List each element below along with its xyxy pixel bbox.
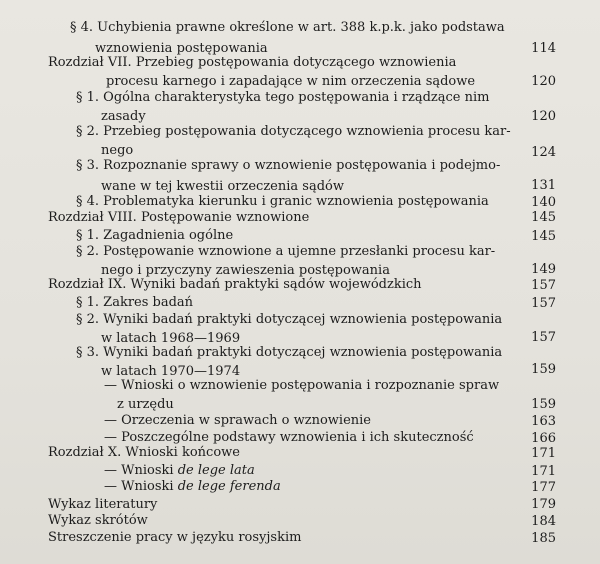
- toc-page-number: 159: [531, 362, 556, 377]
- toc-entry-line: § 1. Zagadnienia ogólne: [76, 228, 234, 243]
- toc-entry: [76, 295, 193, 311]
- toc-page-number: 124: [531, 145, 556, 160]
- toc-entry-italic: de lege lata: [177, 463, 255, 478]
- toc-page-number: 171: [531, 464, 556, 479]
- toc-page-number: 177: [531, 480, 556, 495]
- toc-entry-line: — Wnioski o wznowienie postępowania i rozpoznanie spraw: [104, 378, 500, 393]
- toc-page-number: 120: [531, 109, 556, 124]
- toc-entry: [76, 244, 495, 279]
- toc-entry: [76, 194, 489, 210]
- toc-page-number: 179: [531, 497, 556, 512]
- toc-page-number: 145: [531, 210, 556, 225]
- toc-entry-line: § 1. Ogólna charakterystyka tego postępowania i rządzące nim: [76, 90, 490, 105]
- toc-entry-line: nego i przyczyny zawieszenia postępowania: [101, 263, 390, 278]
- toc-entry-prefix: — Wnioski: [104, 479, 178, 494]
- toc-entry-line: § 3. Rozpoznanie sprawy o wznowienie postępowania i podejmo-: [76, 158, 501, 173]
- toc-entry: [104, 463, 255, 479]
- toc-entry-prefix: — Wnioski: [104, 463, 178, 478]
- toc-page-number: 140: [531, 195, 556, 210]
- toc-entry-line: § 4. Uchybienia prawne określone w art. 388 k.p.k. jako podstawa: [70, 20, 505, 35]
- toc-entry-line: Wykaz skrótów: [48, 513, 148, 528]
- toc-page-number: 166: [531, 431, 556, 446]
- toc-page-number: 149: [531, 262, 556, 277]
- toc-entry-line: Wykaz literatury: [48, 497, 158, 512]
- toc-entry-line: § 2. Przebieg postępowania dotyczącego wznowienia procesu kar-: [76, 124, 511, 139]
- toc-entry: [76, 228, 233, 244]
- toc-entry-line: Rozdział X. Wnioski końcowe: [48, 445, 240, 460]
- toc-entry: [70, 20, 505, 57]
- toc-entry-line: w latach 1970—1974: [101, 364, 241, 379]
- toc-entry-line: nego: [101, 143, 134, 158]
- toc-entry-line: wane w tej kwestii orzeczenia sądów: [101, 179, 344, 194]
- toc-page-number: 159: [531, 397, 556, 412]
- toc-entry: [48, 277, 422, 293]
- toc-entry-line: — Poszczególne podstawy wznowienia i ich skuteczność: [104, 430, 474, 445]
- toc-entry: [76, 90, 489, 125]
- toc-entry: [48, 513, 148, 529]
- toc-page-number: 145: [531, 229, 556, 244]
- toc-entry-italic: de lege ferenda: [177, 479, 281, 494]
- toc-entry: [76, 312, 502, 347]
- toc-entry: [48, 445, 240, 461]
- toc-entry-line: zasady: [101, 109, 146, 124]
- toc-page-number: 157: [531, 330, 556, 345]
- toc-page-number: 157: [531, 296, 556, 311]
- toc-entry: [48, 497, 157, 513]
- toc-entry-line: Rozdział VII. Przebieg postępowania dotyczącego wznowienia: [48, 55, 457, 70]
- toc-page-number: 185: [531, 531, 556, 546]
- toc-entry-line: § 1. Zakres badań: [76, 295, 194, 310]
- toc-entry-line: Streszczenie pracy w języku rosyjskim: [48, 530, 302, 545]
- toc-entry-line: Rozdział IX. Wyniki badań praktyki sądów wojewódzkich: [48, 277, 422, 292]
- toc-entry-line: — Orzeczenia w sprawach o wznowienie: [104, 413, 372, 428]
- toc-entry: [48, 210, 309, 226]
- toc-page-number: 163: [531, 414, 556, 429]
- toc-entry-line: [104, 463, 255, 479]
- toc-entry-line: § 4. Problematyka kierunku i granic wznowienia postępowania: [76, 194, 489, 209]
- toc-entry: [104, 378, 499, 413]
- toc-entry-line: procesu karnego i zapadające w nim orzeczenia sądowe: [106, 74, 476, 89]
- toc-entry: [76, 158, 500, 195]
- toc-entry-line: w latach 1968—1969: [101, 331, 241, 346]
- toc-entry-line: wznowienia postępowania: [95, 41, 268, 56]
- toc-entry-line: § 3. Wyniki badań praktyki dotyczącej wznowienia postępowania: [76, 345, 503, 360]
- toc-entry-line: Rozdział VIII. Postępowanie wznowione: [48, 210, 310, 225]
- toc-page-number: 120: [531, 74, 556, 89]
- toc-page-number: 157: [531, 278, 556, 293]
- toc-entry: [76, 124, 511, 159]
- toc-page-number: 114: [531, 41, 556, 56]
- toc-entry: [104, 430, 474, 446]
- toc-entry: [104, 479, 281, 495]
- toc-page-number: 131: [531, 178, 556, 193]
- toc-entry: [76, 345, 502, 380]
- toc-entry-line: § 2. Postępowanie wznowione a ujemne przesłanki procesu kar-: [76, 244, 496, 259]
- toc-entry: [48, 55, 475, 90]
- toc-page-number: 184: [531, 514, 556, 529]
- toc-page-number: 171: [531, 446, 556, 461]
- toc-entry-line: § 2. Wyniki badań praktyki dotyczącej wznowienia postępowania: [76, 312, 503, 327]
- toc-entry-line: [104, 479, 281, 495]
- toc-entry-line: z urzędu: [117, 397, 174, 412]
- toc-entry: [48, 530, 301, 546]
- toc-entry: [104, 413, 371, 429]
